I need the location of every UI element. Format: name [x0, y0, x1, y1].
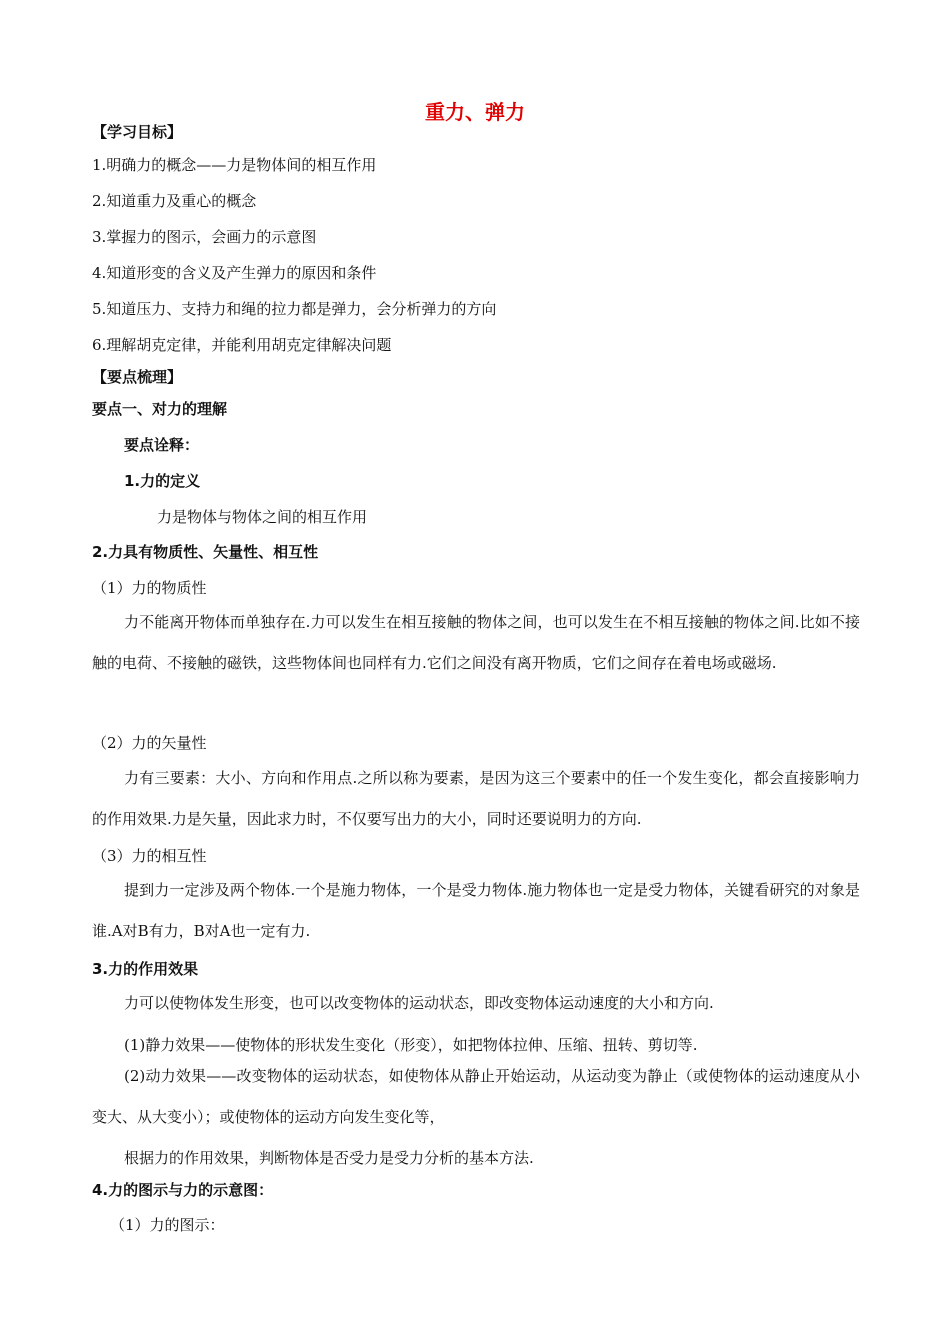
objective-item: 1.明确力的概念——力是物体间的相互作用 [92, 156, 377, 174]
page-title: 重力、弹力 [425, 100, 525, 124]
section-3-paragraph-2: (1)静力效果——使物体的形状发生变化（形变），如把物体拉伸、压缩、扭转、剪切等. [124, 1036, 698, 1054]
section-4-heading: 4.力的图示与力的示意图： [92, 1181, 274, 1199]
objective-item: 2.知道重力及重心的概念 [92, 192, 257, 210]
section-3-paragraph-1: 力可以使物体发生形变，也可以改变物体的运动状态，即改变物体运动速度的大小和方向. [124, 994, 714, 1012]
section-2-sub1-paragraph: 力不能离开物体而单独存在.力可以发生在相互接触的物体之间，也可以发生在不相互接触的物体之间.比如不接触的电荷、不接触的磁铁，这些物体间也同样有力.它们之间没有离开物质，它们之间存在着电场或磁场. [92, 613, 860, 672]
section-4-sub1-heading: （1）力的图示： [110, 1216, 225, 1234]
section-3-paragraph-4: 根据力的作用效果，判断物体是否受力是受力分析的基本方法. [124, 1149, 534, 1167]
section-2-heading: 2.力具有物质性、矢量性、相互性 [92, 543, 319, 561]
section-1-heading: 1.力的定义 [124, 472, 201, 490]
keypoint-note-label: 要点诠释： [124, 436, 200, 454]
objectives-heading: 【学习目标】 [92, 123, 183, 141]
objective-item: 3.掌握力的图示，会画力的示意图 [92, 228, 317, 246]
objective-item: 5.知道压力、支持力和绳的拉力都是弹力，会分析弹力的方向 [92, 300, 497, 318]
objective-item: 6.理解胡克定律，并能利用胡克定律解决问题 [92, 336, 392, 354]
section-2-sub3-heading: （3）力的相互性 [92, 847, 207, 865]
section-2-sub3-paragraph: 提到力一定涉及两个物体.一个是施力物体，一个是受力物体.施力物体也一定是受力物体，关键看研究的对象是谁.A对B有力，B对A也一定有力. [92, 881, 860, 940]
section-2-sub2-heading: （2）力的矢量性 [92, 734, 207, 752]
section-3-paragraph-3: (2)动力效果——改变物体的运动状态，如使物体从静止开始运动，从运动变为静止（或使物体的运动速度从小变大、从大变小）；或使物体的运动方向发生变化等， [92, 1067, 860, 1126]
objective-item: 4.知道形变的含义及产生弹力的原因和条件 [92, 264, 377, 282]
section-2-sub2-paragraph: 力有三要素：大小、方向和作用点.之所以称为要素，是因为这三个要素中的任一个发生变化，都会直接影响力的作用效果.力是矢量，因此求力时，不仅要写出力的大小，同时还要说明力的方向. [92, 769, 860, 828]
keypoint-1-heading: 要点一、对力的理解 [92, 400, 228, 418]
section-2-sub1-heading: （1）力的物质性 [92, 579, 207, 597]
keypoints-heading: 【要点梳理】 [92, 368, 183, 386]
section-3-heading: 3.力的作用效果 [92, 960, 199, 978]
section-1-text: 力是物体与物体之间的相互作用 [157, 508, 368, 526]
